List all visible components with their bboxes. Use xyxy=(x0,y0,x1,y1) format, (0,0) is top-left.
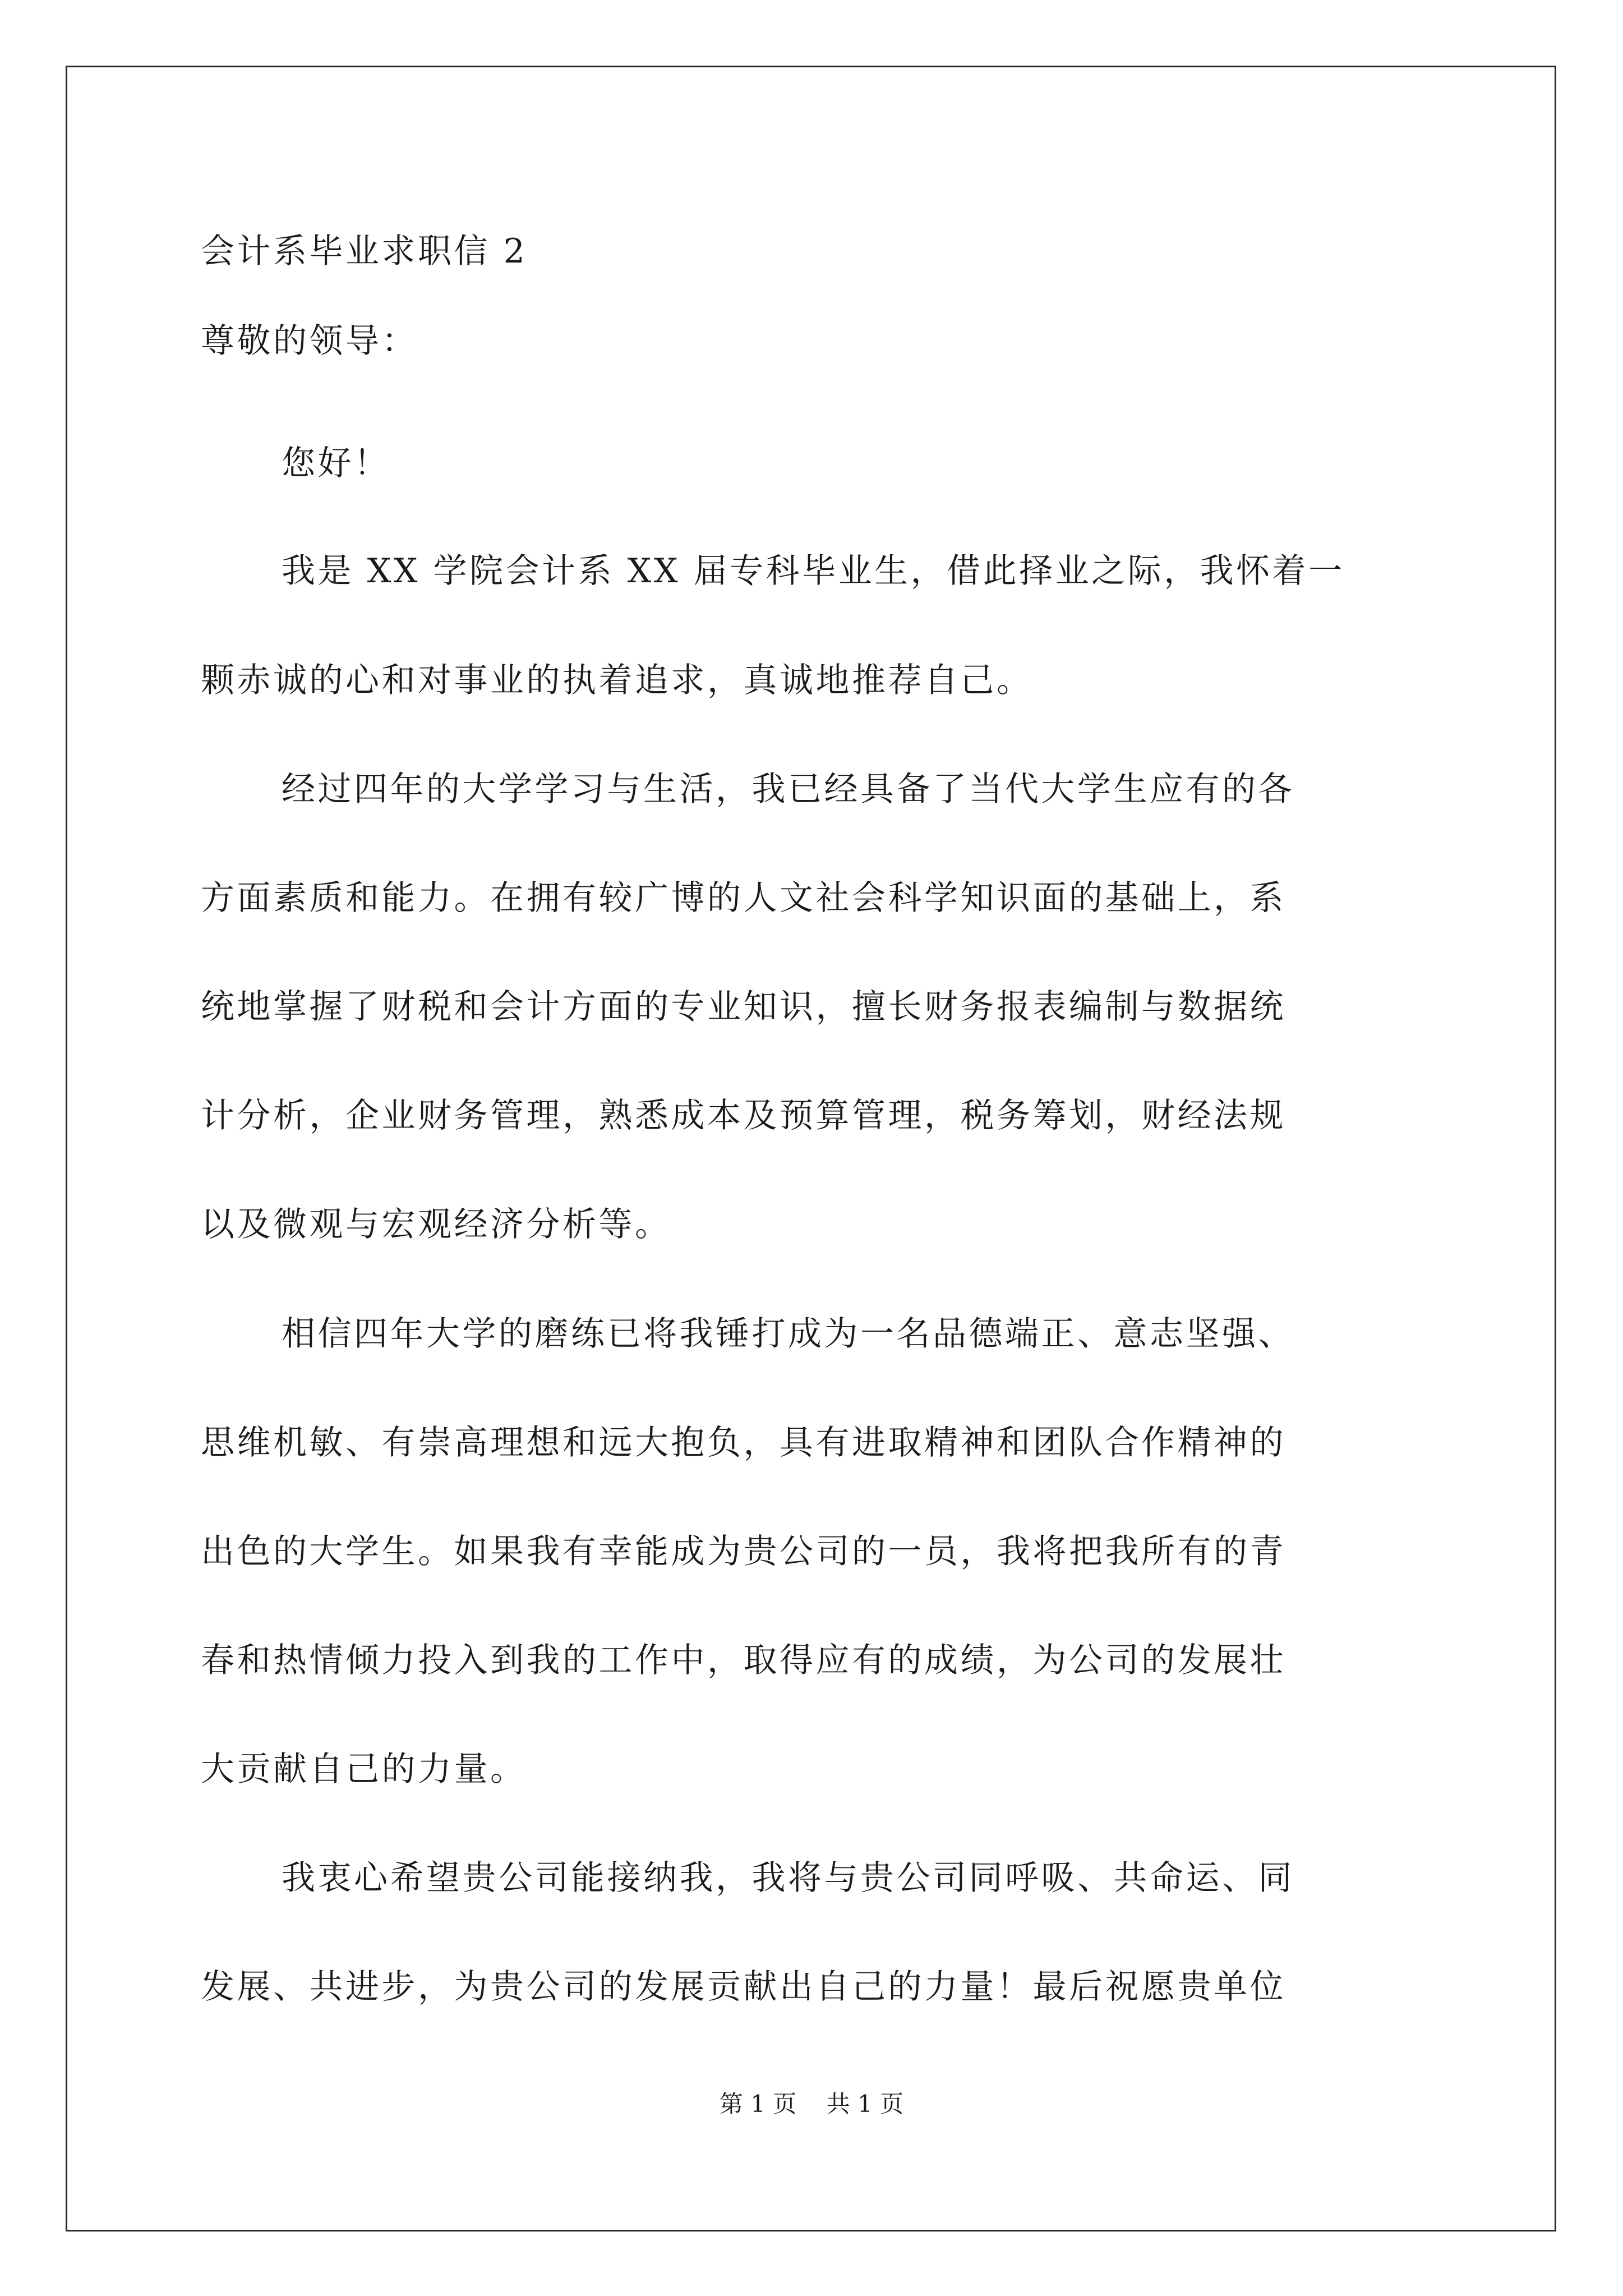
paragraph-line: 统地掌握了财税和会计方面的专业知识，擅长财务报表编制与数据统 xyxy=(201,987,1286,1027)
page-border xyxy=(66,66,1556,2231)
paragraph-line: 大贡献自己的力量。 xyxy=(201,1750,527,1789)
paragraph-line: 我是 XX 学院会计系 XX 届专科毕业生，借此择业之际，我怀着一 xyxy=(282,551,1345,591)
paragraph-line: 计分析，企业财务管理，熟悉成本及预算管理，税务筹划，财经法规 xyxy=(201,1096,1286,1135)
greeting: 您好！ xyxy=(282,444,390,483)
page-number-footer: 第 1 页 共 1 页 xyxy=(719,2090,904,2118)
document-title: 会计系毕业求职信 2 xyxy=(201,232,528,271)
paragraph-line: 发展、共进步，为贵公司的发展贡献出自己的力量！最后祝愿贵单位 xyxy=(201,1967,1286,2007)
paragraph-line: 经过四年的大学学习与生活，我已经具备了当代大学生应有的各 xyxy=(282,770,1294,809)
paragraph-line: 以及微观与宏观经济分析等。 xyxy=(201,1205,671,1244)
paragraph-line: 出色的大学生。如果我有幸能成为贵公司的一员，我将把我所有的青 xyxy=(201,1532,1286,1571)
paragraph-line: 相信四年大学的磨练已将我锤打成为一名品德端正、意志坚强、 xyxy=(282,1314,1294,1354)
paragraph-line: 春和热情倾力投入到我的工作中，取得应有的成绩，为公司的发展壮 xyxy=(201,1641,1286,1680)
salutation: 尊敬的领导： xyxy=(201,321,418,361)
paragraph-line: 方面素质和能力。在拥有较广博的人文社会科学知识面的基础上，系 xyxy=(201,878,1286,918)
paragraph-line: 思维机敏、有崇高理想和远大抱负，具有进取精神和团队合作精神的 xyxy=(201,1423,1286,1462)
paragraph-line: 我衷心希望贵公司能接纳我，我将与贵公司同呼吸、共命运、同 xyxy=(282,1858,1294,1898)
paragraph-line: 颗赤诚的心和对事业的执着追求，真诚地推荐自己。 xyxy=(201,661,1033,700)
